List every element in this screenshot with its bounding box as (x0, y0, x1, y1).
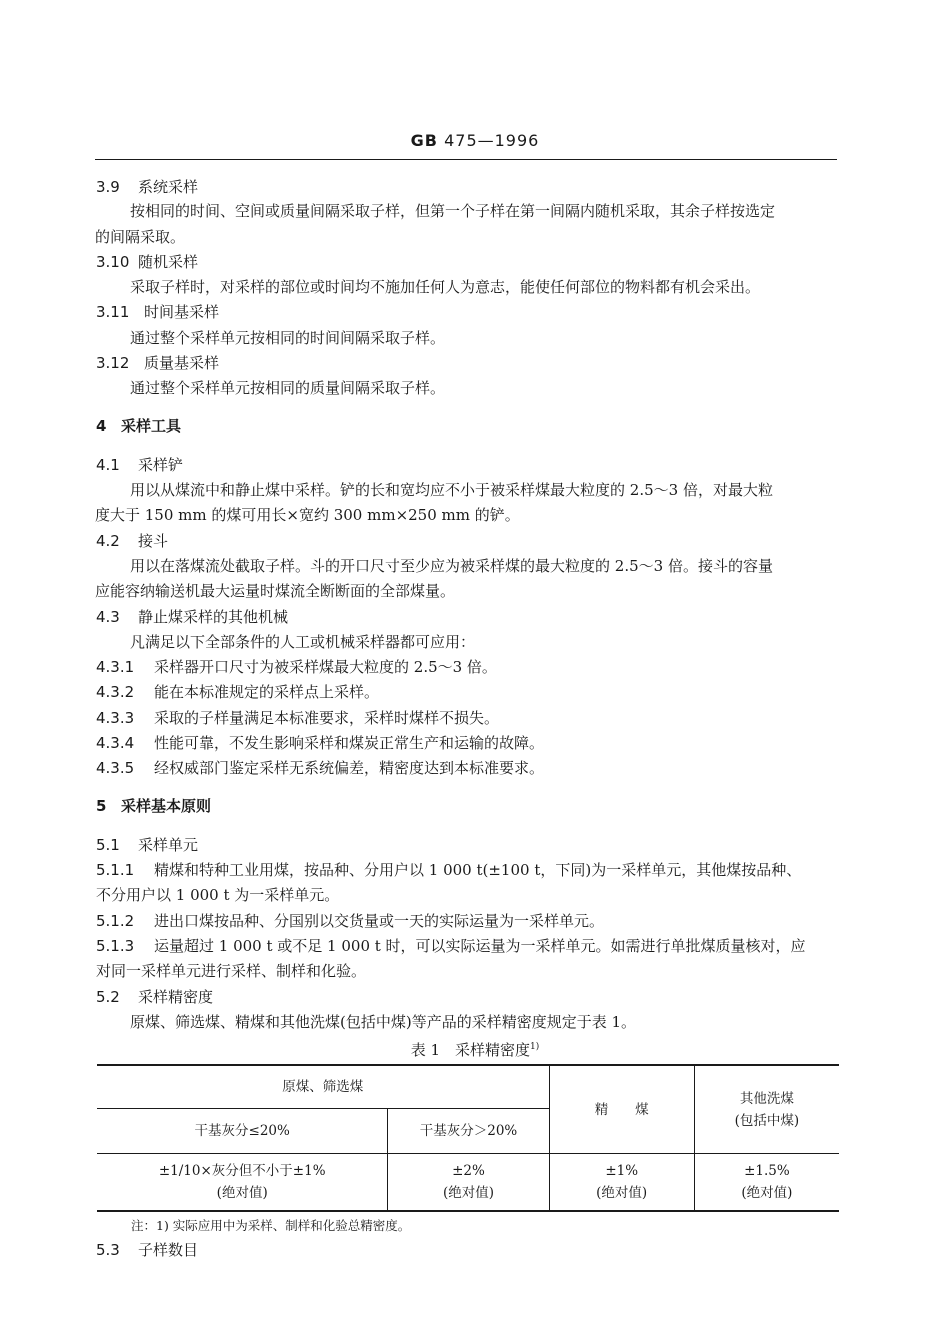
section-heading (96, 530, 168, 552)
section-heading (96, 251, 198, 273)
body-text-line (130, 631, 475, 653)
section-heading (96, 301, 219, 323)
section-title: 接斗 (138, 532, 169, 550)
section-number: 4 (96, 417, 107, 435)
table-caption-text: 表 1 采样精密度 (410, 1041, 531, 1059)
section-heading (96, 176, 198, 198)
section-title: 子样数目 (138, 1241, 199, 1259)
body-text-line (130, 479, 773, 501)
body-text-line (130, 377, 445, 399)
section-number: 4.3.4 (96, 734, 135, 752)
section-5-3 (96, 1239, 198, 1261)
section-heading (96, 606, 288, 628)
section-number: 3.9 (96, 178, 120, 196)
paragraph-text: 采取子样时，对采样的部位或时间均不施加任何人为意志，能使任何部位的物料都有机会采出。 (130, 278, 761, 296)
body-text-line (95, 226, 185, 248)
section-heading (96, 454, 183, 476)
cell-ash-gt-20 (388, 1154, 549, 1212)
paragraph-text: 应能容纳输送机最大运量时煤流全断断面的全部煤量。 (95, 582, 456, 600)
page-header (0, 131, 950, 150)
table-footnote: 注：1) 实际应用中为采样、制样和化验总精密度。 (131, 1218, 411, 1233)
section-title: 采样铲 (138, 456, 184, 474)
section-title: 采样工具 (121, 417, 182, 435)
section-title: 质量基采样 (144, 354, 220, 372)
section-title: 采样基本原则 (121, 797, 212, 815)
section-heading (96, 707, 499, 729)
body-text-line (96, 884, 339, 906)
header-clean-coal: 精 煤 (549, 1065, 694, 1154)
section-title: 采样单元 (138, 836, 199, 854)
table-caption (0, 1039, 950, 1060)
unit-note: (绝对值) (216, 1185, 268, 1201)
header-other-washed-line1: 其他洗煤 (739, 1090, 794, 1107)
section-number: 5.3 (96, 1241, 120, 1259)
value-ash-gt-20: ±2% (452, 1163, 485, 1179)
body-text-line (95, 504, 520, 526)
section-number: 3.12 (96, 354, 130, 372)
section-heading (96, 935, 806, 957)
section-title: 随机采样 (138, 253, 199, 271)
section-heading (96, 656, 497, 678)
section-number: 4.1 (96, 456, 120, 474)
paragraph-text: 的间隔采取。 (95, 228, 186, 246)
section-number: 5.1.1 (96, 861, 135, 879)
unit-note: (绝对值) (741, 1185, 793, 1201)
body-text-line (96, 960, 366, 982)
section-heading (96, 910, 604, 932)
paragraph-text: 不分用户以 1 000 t 为一采样单元。 (96, 886, 340, 904)
section-title: 能在本标准规定的采样点上采样。 (154, 683, 380, 701)
body-text-line (95, 580, 455, 602)
section-number: 4.3.2 (96, 683, 135, 701)
section-title: 静止煤采样的其他机械 (138, 608, 289, 626)
section-heading (96, 986, 213, 1008)
value-ash-le-20: ±1/10×灰分但不小于±1% (158, 1163, 326, 1179)
standard-number: 475—1996 (444, 131, 540, 150)
section-number: 4.3.3 (96, 709, 135, 727)
body-text-line (130, 327, 445, 349)
section-title: 采样器开口尺寸为被采样煤最大粒度的 2.5～3 倍。 (154, 658, 497, 676)
standard-code: GB (410, 131, 438, 150)
section-heading (96, 415, 181, 437)
section-number: 4.2 (96, 532, 120, 550)
paragraph-text: 原煤、筛选煤、精煤和其他洗煤(包括中煤)等产品的采样精密度规定于表 1。 (130, 1013, 637, 1031)
section-heading (96, 757, 544, 779)
section-number: 4.3 (96, 608, 120, 626)
section-title: 进出口煤按品种、分国别以交货量或一天的实际运量为一采样单元。 (154, 912, 605, 930)
section-title: 采样精密度 (138, 988, 214, 1006)
precision-table (97, 1064, 839, 1212)
body-text-line (130, 200, 775, 222)
section-heading (96, 859, 801, 881)
paragraph-text: 对同一采样单元进行采样、制样和化验。 (96, 962, 367, 980)
body-text-line (130, 555, 773, 577)
cell-clean-coal (549, 1154, 694, 1212)
section-number: 5.1 (96, 836, 120, 854)
header-ash-le-20: 干基灰分≤20% (97, 1109, 388, 1154)
body-text-line (130, 276, 760, 298)
section-title: 经权威部门鉴定采样无系统偏差，精密度达到本标准要求。 (154, 759, 545, 777)
section-heading (96, 681, 379, 703)
section-number: 5.1.3 (96, 937, 135, 955)
section-number: 5.1.2 (96, 912, 135, 930)
header-other-washed-line2: (包括中煤) (734, 1112, 800, 1129)
paragraph-text: 度大于 150 mm 的煤可用长×宽约 300 mm×250 mm 的铲。 (95, 506, 520, 524)
paragraph-text: 用以从煤流中和静止煤中采样。铲的长和宽均应不小于被采样煤最大粒度的 2.5～3 倍，对最大粒 (130, 481, 773, 499)
section-heading (96, 352, 219, 374)
body-text-line (130, 1011, 636, 1033)
section-title: 系统采样 (138, 178, 199, 196)
section-number: 3.11 (96, 303, 130, 321)
section-number: 5.2 (96, 988, 120, 1006)
section-title: 采取的子样量满足本标准要求，采样时煤样不损失。 (154, 709, 500, 727)
value-other-washed: ±1.5% (744, 1163, 790, 1179)
section-number: 5 (96, 797, 107, 815)
section-title: 运量超过 1 000 t 或不足 1 000 t 时，可以实际运量为一采样单元。如需进行单批煤质量核对，应 (154, 937, 806, 955)
section-number: 4.3.1 (96, 658, 135, 676)
section-heading (96, 834, 198, 856)
table-caption-footnote-mark: 1) (530, 1042, 540, 1052)
section-heading (96, 795, 211, 817)
cell-ash-le-20 (97, 1154, 388, 1212)
section-title: 精煤和特种工业用煤，按品种、分用户以 1 000 t(±100 t，下同)为一采样单元，其他煤按品种、 (154, 861, 802, 879)
unit-note: (绝对值) (596, 1185, 648, 1201)
value-clean-coal: ±1% (605, 1163, 639, 1179)
unit-note: (绝对值) (442, 1185, 495, 1201)
section-number: 4.3.5 (96, 759, 135, 777)
section-number: 3.10 (96, 253, 130, 271)
paragraph-text: 凡满足以下全部条件的人工或机械采样器都可应用： (130, 633, 476, 651)
cell-other-washed (694, 1154, 839, 1212)
paragraph-text: 通过整个采样单元按相同的时间间隔采取子样。 (130, 329, 446, 347)
section-title: 性能可靠，不发生影响采样和煤炭正常生产和运输的故障。 (154, 734, 545, 752)
header-ash-gt-20: 干基灰分＞20% (388, 1109, 549, 1154)
header-raw-screened: 原煤、筛选煤 (97, 1065, 549, 1109)
paragraph-text: 通过整个采样单元按相同的质量间隔采取子样。 (130, 379, 446, 397)
header-other-washed (694, 1065, 839, 1154)
section-heading (96, 732, 544, 754)
section-title: 时间基采样 (144, 303, 220, 321)
paragraph-text: 按相同的时间、空间或质量间隔采取子样，但第一个子样在第一间隔内随机采取，其余子样按选定 (130, 202, 776, 220)
header-rule (95, 159, 837, 160)
paragraph-text: 用以在落煤流处截取子样。斗的开口尺寸至少应为被采样煤的最大粒度的 2.5～3 倍。接斗的容量 (130, 557, 773, 575)
